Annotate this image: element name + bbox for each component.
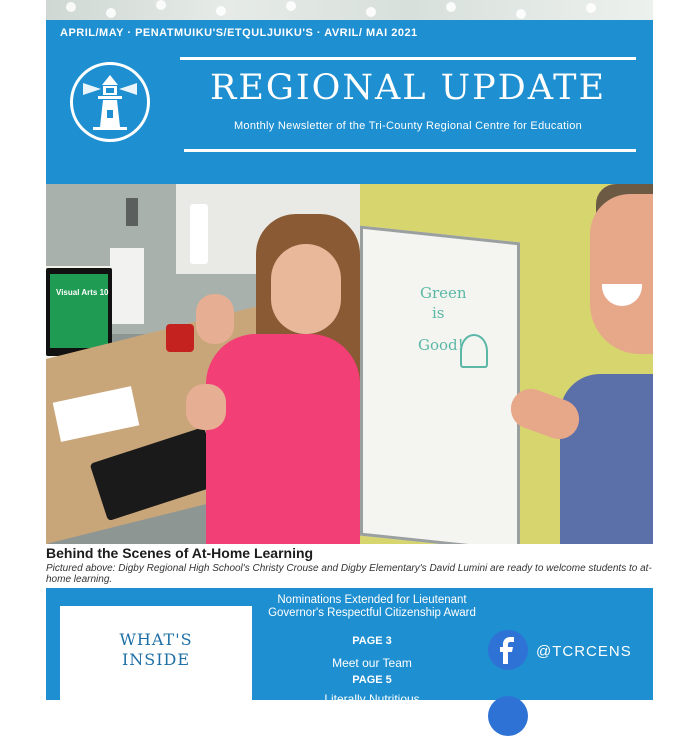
message-preview[interactable]: A message from the Regional bbox=[80, 688, 238, 702]
photo-caption-text: Pictured above: Digby Regional High School's Christy Crouse and Digby Elementary's David Lumini are ready to welcome students to at-home learning. bbox=[46, 563, 652, 585]
newsletter-subtitle: Monthly Newsletter of the Tri-County Regional Centre for Education bbox=[233, 120, 583, 132]
inside-item-1[interactable]: Nominations Extended for Lieutenant Governor's Respectful Citizenship Award bbox=[268, 594, 476, 619]
whiteboard-text-1: Green bbox=[420, 284, 467, 302]
photo-caption-title: Behind the Scenes of At-Home Learning bbox=[46, 545, 314, 561]
screen-title: Visual Arts 10 bbox=[56, 288, 109, 297]
facebook-icon[interactable] bbox=[488, 630, 528, 670]
social-handle[interactable]: @TCRCENS bbox=[536, 643, 632, 660]
issue-date: APRIL/MAY · PENATMUIKU'S/ETQULJUIKU'S · AVRIL/ MAI 2021 bbox=[60, 27, 418, 39]
newsletter-title: REGIONAL UPDATE bbox=[209, 68, 606, 108]
photo-david-lumini bbox=[360, 184, 653, 544]
photo-christy-crouse bbox=[46, 184, 360, 544]
newsletter-page bbox=[46, 0, 653, 706]
whats-inside-title-1: WHAT'S bbox=[119, 630, 193, 649]
whiteboard-text-2: is bbox=[432, 304, 445, 322]
lighthouse-logo-icon bbox=[70, 62, 150, 142]
floral-banner bbox=[46, 0, 653, 20]
top-rule bbox=[180, 57, 636, 60]
bottom-rule bbox=[184, 149, 636, 152]
social-icon-partial[interactable] bbox=[488, 696, 528, 736]
whiteboard-text-3: Good! bbox=[418, 336, 464, 354]
whats-inside-section bbox=[46, 588, 653, 706]
inside-item-2[interactable]: Meet our Team bbox=[332, 656, 412, 670]
whats-inside-title-2: INSIDE bbox=[121, 650, 191, 669]
inside-item-2-page: PAGE 5 bbox=[352, 674, 392, 686]
inside-item-1-page: PAGE 3 bbox=[352, 635, 392, 647]
inside-item-3[interactable]: Literally Nutritious bbox=[324, 692, 420, 706]
masthead bbox=[46, 20, 653, 184]
